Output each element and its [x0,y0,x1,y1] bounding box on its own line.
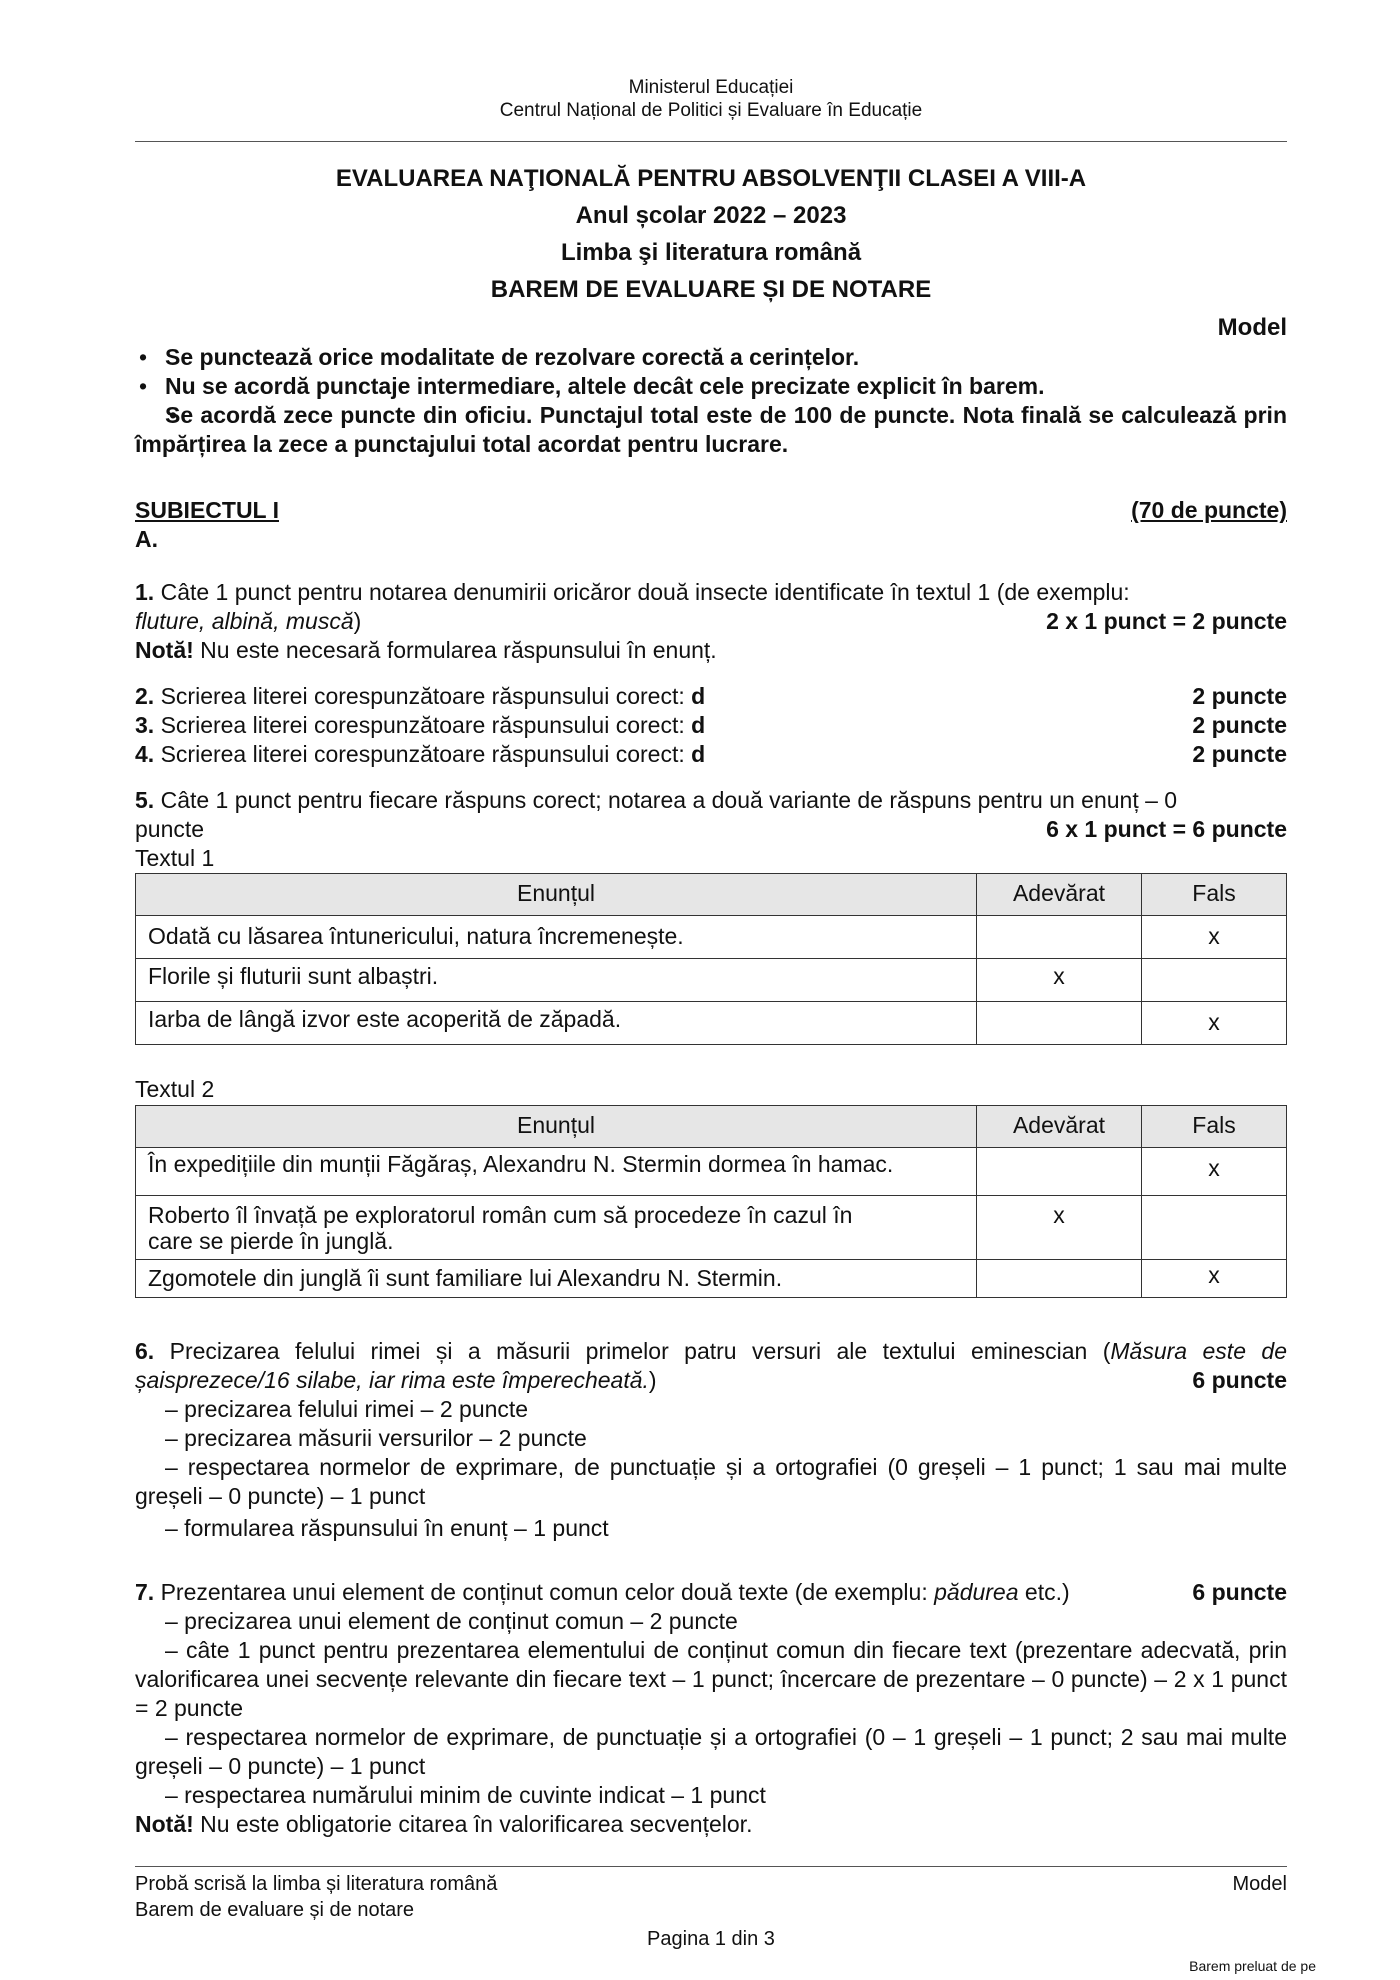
false-cell: x [1142,1002,1287,1045]
q7-close: etc.) [1024,1579,1070,1605]
header-divider [135,141,1287,142]
subject-label: SUBIECTUL I [135,497,279,523]
part-label: A. [135,526,158,552]
rules-list [135,343,1287,459]
q2-text: Scrierea literei corespunzătoare răspunsului corect: [160,683,685,709]
statement-cell: În expedițiile din munții Făgăraș, Alexandru N. Stermin dormea în hamac. [136,1148,977,1196]
q2-answer: d [691,683,706,709]
q6-item: – formularea răspunsului în enunț – 1 punct [165,1515,609,1541]
q6-close: ) [648,1367,657,1393]
q6-number: 6. [135,1338,155,1364]
q6-item: – precizarea măsurii versurilor – 2 puncte [165,1425,587,1451]
q1-score: 2 x 1 punct = 2 puncte [1046,608,1287,634]
q7-note-label: Notă! [135,1811,194,1837]
rule-item: • Nu se acordă punctaje intermediare, altele decât cele precizate explicit în barem. [135,372,1287,401]
model-label: Model [1217,314,1287,341]
false-cell [1142,959,1287,1002]
table-header: Adevărat [977,1106,1142,1148]
false-cell: x [1142,916,1287,959]
question-1 [135,578,1287,665]
true-cell [977,916,1142,959]
ministry-name: Ministerul Educației [628,77,794,98]
true-cell: x [977,959,1142,1002]
q1-note: Nu este necesară formularea răspunsului în enunț. [200,637,717,663]
subject-header [135,496,1287,554]
q1-note-label: Notă! [135,637,194,663]
q7-text: Prezentarea unui element de conținut comun celor două texte (de exemplu: [160,1579,928,1605]
table-row [136,1002,1287,1045]
page-number: Pagina 1 din 3 [647,1928,775,1950]
q1-text: Câte 1 punct pentru notarea denumirii oricăror două insecte identificate în textul 1 (de exemplu: [160,579,1130,605]
questions-2-4 [135,682,1287,769]
true-cell [977,1260,1142,1298]
header [135,76,1287,122]
footer-scheme: Barem de evaluare și de notare [135,1899,415,1921]
table2-caption: Textul 2 [135,1076,215,1102]
table-row [136,1148,1287,1196]
table-header: Adevărat [977,874,1142,916]
q2-score: 2 puncte [1192,683,1287,709]
question-5 [135,786,1287,873]
statement-cell: Roberto îl învață pe exploratorul român cum să procedeze în cazul în care se pierde în junglă. [136,1196,977,1260]
q7-number: 7. [135,1579,155,1605]
footer-model: Model [1232,1873,1287,1895]
q7-item: – câte 1 punct pentru prezentarea elementului de conținut comun din fiecare text (prezentare adecvată, prin valorificarea unei secvențe relevante din fiecare text – 1 punct; încercare de prezentare – 0 puncte) – 2 x 1 punct = 2 puncte [135,1637,1287,1721]
school-year: Anul școlar 2022 – 2023 [575,202,847,229]
true-cell [977,1002,1142,1045]
q3-score: 2 puncte [1192,712,1287,738]
title-block [135,160,1287,308]
q7-italic: pădurea [934,1579,1019,1605]
q7-item: – precizarea unui element de conținut comun – 2 puncte [165,1608,738,1634]
table-row [136,916,1287,959]
table-row [136,1196,1287,1260]
question-2 [135,682,1287,711]
false-cell: x [1142,1260,1287,1298]
footer-exam: Probă scrisă la limba și literatura română [135,1873,498,1895]
q5-score: 6 x 1 punct = 6 puncte [1046,816,1287,842]
q3-number: 3. [135,712,155,738]
q1-close: ) [353,608,362,634]
q7-note: Nu este obligatorie citarea în valorificarea secvențelor. [200,1811,753,1837]
false-cell [1142,1196,1287,1260]
exam-title: EVALUAREA NAŢIONALĂ PENTRU ABSOLVENŢII CLASEI A VIII-A [335,165,1087,192]
q5-text-cont: puncte [135,816,205,842]
statement-cell: Florile și fluturii sunt albaștri. [136,959,977,1002]
q6-score: 6 puncte [1192,1367,1287,1393]
true-false-table-2 [135,1105,1287,1298]
footer [135,1871,1287,1923]
q4-text: Scrierea literei corespunzătoare răspunsului corect: [160,741,685,767]
q7-item: – respectarea normelor de exprimare, de punctuație și a ortografiei (0 – 1 greșeli – 1 punct; 2 sau mai multe greșeli – 0 puncte) – 1 punct [135,1724,1287,1779]
q4-number: 4. [135,741,155,767]
question-6 [135,1337,1287,1543]
statement-cell: Zgomotele din junglă îi sunt familiare lui Alexandru N. Stermin. [136,1260,977,1298]
question-7 [135,1578,1287,1839]
rule-item: • Se punctează orice modalitate de rezolvare corectă a cerințelor. [135,343,1287,372]
q1-examples: fluture, albină, muscă [135,608,354,634]
true-false-table-1 [135,873,1287,1045]
table-header: Fals [1142,1106,1287,1148]
q4-score: 2 puncte [1192,741,1287,767]
subject-name: Limba şi literatura română [560,239,862,266]
q7-item: – respectarea numărului minim de cuvinte indicat – 1 punct [165,1782,766,1808]
q3-answer: d [691,712,706,738]
q5-text: Câte 1 punct pentru fiecare răspuns corect; notarea a două variante de răspuns pentru un enunț – 0 [160,787,1178,813]
true-cell [977,1148,1142,1196]
table1-caption: Textul 1 [135,845,215,871]
q1-number: 1. [135,579,155,605]
rule-item: • Se acordă zece puncte din oficiu. Punctajul total este de 100 de puncte. Nota finală se calculează prin împărțirea la zece a punctajului total acordat pentru lucrare. [135,401,1287,459]
center-name: Centrul Național de Politici și Evaluare în Educație [499,100,923,121]
q6-text: Precizarea felului rimei și a măsurii primelor patru versuri ale textului eminescian ( [169,1338,1111,1364]
q6-item: – precizarea felului rimei – 2 puncte [165,1396,529,1422]
false-cell: x [1142,1148,1287,1196]
question-4 [135,740,1287,769]
footer-divider [135,1866,1287,1867]
q5-number: 5. [135,787,155,813]
table-header: Enunțul [136,1106,977,1148]
q7-score: 6 puncte [1192,1579,1287,1605]
true-cell: x [977,1196,1142,1260]
statement-cell: Odată cu lăsarea întunericului, natura încremenește. [136,916,977,959]
scheme-title: BAREM DE EVALUARE ȘI DE NOTARE [490,276,932,303]
subject-points: (70 de puncte) [1131,497,1287,523]
question-3 [135,711,1287,740]
statement-cell: Iarba de lângă izvor este acoperită de zăpadă. [136,1002,977,1045]
q3-text: Scrierea literei corespunzătoare răspunsului corect: [160,712,685,738]
q4-answer: d [691,741,706,767]
q6-italic: Măsura este de șaisprezece/16 silabe, iar rima este împerecheată. [135,1338,1288,1393]
q6-item: – respectarea normelor de exprimare, de punctuație și a ortografiei (0 greșeli – 1 punct; 1 sau mai multe greșeli – 0 puncte) – 1 punct [135,1454,1287,1509]
table-row [136,959,1287,1002]
table-header: Fals [1142,874,1287,916]
source-note: Barem preluat de pe [1189,1958,1316,1974]
q2-number: 2. [135,683,155,709]
table-row [136,1260,1287,1298]
table-header: Enunțul [136,874,977,916]
